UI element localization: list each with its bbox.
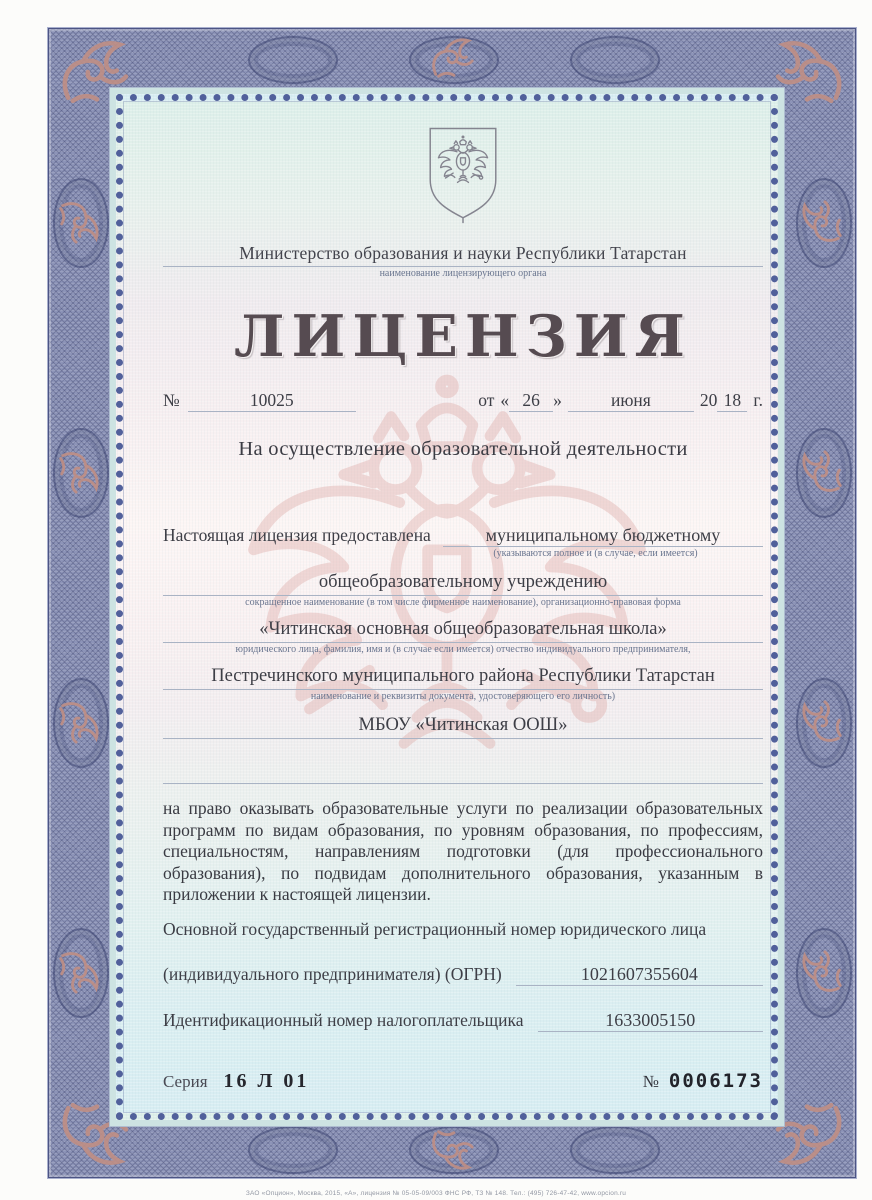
flourish-icon xyxy=(55,198,103,246)
number-label: № xyxy=(163,390,180,410)
ogrn-label-line2: (индивидуального предпринимателя) (ОГРН) xyxy=(163,963,502,984)
flourish-icon xyxy=(428,34,476,82)
number-and-date-row xyxy=(163,390,763,412)
border-medallion xyxy=(570,1126,660,1174)
date-day: 26 xyxy=(509,390,553,412)
authority-hint: наименование лицензирующего органа xyxy=(379,268,547,279)
license-number: 10025 xyxy=(188,390,356,412)
quote-open: « xyxy=(500,390,510,410)
flourish-icon xyxy=(798,948,846,996)
date-year: 18 xyxy=(717,390,747,412)
authority-underline xyxy=(163,264,763,267)
flourish-icon xyxy=(798,698,846,746)
license-content xyxy=(149,111,763,1099)
date-month: июня xyxy=(568,390,694,412)
series-label: Серия xyxy=(163,1072,208,1091)
ogrn-value: 1021607355604 xyxy=(516,964,763,986)
flourish-icon xyxy=(428,1126,476,1174)
date-from-label: от xyxy=(478,390,495,410)
flourish-icon xyxy=(55,448,103,496)
grantee-hint1: (указываются полное и (в случае, если имеется) xyxy=(493,548,698,559)
ogrn-label-line1: Основной государственный регистрационный номер юридического лица xyxy=(163,918,707,939)
ogrn-row xyxy=(163,964,763,986)
blank-underline xyxy=(163,781,763,784)
serial-row xyxy=(163,1070,763,1093)
license-body xyxy=(116,94,778,1120)
printer-imprint: ЗАО «Опцион», Москва, 2015, «А», лицензия № 05-05-09/003 ФНС РФ, ТЗ № 148. Тел.: (495) 726-47-42, www.opcion.ru xyxy=(245,1190,627,1197)
inn-row xyxy=(163,1010,763,1032)
document-subtitle: На осуществление образовательной деятельности xyxy=(238,438,688,460)
border-medallion xyxy=(248,1126,338,1174)
grantee-hint2: сокращенное наименование (в том числе фирменное наименование), организационно-правовая форма xyxy=(245,597,681,608)
grantee-line5: МБОУ «Читинская ООШ» xyxy=(163,715,763,739)
grantee-row xyxy=(163,525,763,547)
year-prefix: 20 xyxy=(699,390,718,410)
rights-paragraph: на право оказывать образовательные услуги по реализации образовательных программ по видам образования, по уровням образования, по профессиям, специальностям, направлениям подготовки (для профессионального образования), по подвидам дополнительного образования, указанным в приложении к настоящей лицензии. xyxy=(163,798,763,905)
series-value: 16 Л 01 xyxy=(223,1070,310,1092)
grantee-line4: Пестречинского муниципального района Республики Татарстан xyxy=(163,666,763,690)
border-medallion xyxy=(570,36,660,84)
flourish-icon xyxy=(55,698,103,746)
flourish-icon xyxy=(55,948,103,996)
granted-label: Настоящая лицензия предоставлена xyxy=(163,525,431,545)
flourish-icon xyxy=(798,448,846,496)
grantee-line3: «Читинская основная общеобразовательная школа» xyxy=(163,619,763,643)
coat-of-arms-icon xyxy=(417,123,509,225)
grantee-hint3: юридического лица, фамилия, имя и (в случае если имеется) отчество индивидуального предпринимателя, xyxy=(235,644,691,655)
form-number-label: № xyxy=(642,1072,659,1091)
inn-label: Идентификационный номер налогоплательщика xyxy=(163,1009,524,1030)
form-number-value: 0006173 xyxy=(668,1070,763,1092)
grantee-line1: муниципальному бюджетному xyxy=(443,525,763,547)
flourish-icon xyxy=(798,198,846,246)
grantee-line2: общеобразовательному учреждению xyxy=(163,572,763,596)
quote-close: » xyxy=(553,390,562,410)
year-suffix: г. xyxy=(753,390,763,410)
license-sheet xyxy=(110,88,784,1126)
grantee-hint4: наименование и реквизиты документа, удостоверяющего его личность) xyxy=(310,691,616,702)
document-title: ЛИЦЕНЗИЯ xyxy=(234,303,692,370)
licensing-authority: Министерство образования и науки Республики Татарстан xyxy=(239,243,687,263)
border-medallion xyxy=(248,36,338,84)
inn-value: 1633005150 xyxy=(538,1010,763,1032)
